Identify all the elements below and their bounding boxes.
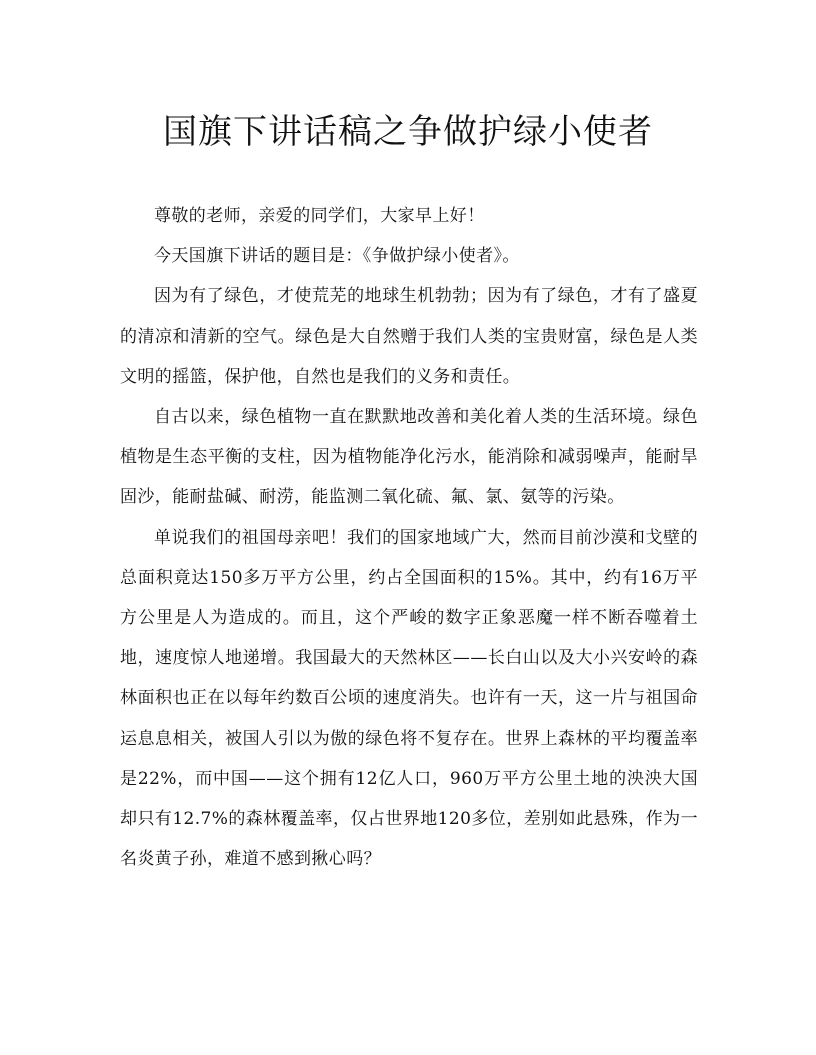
document-title: 国旗下讲话稿之争做护绿小使者 (163, 112, 653, 152)
paragraph-plant-functions: 自古以来，绿色植物一直在默默地改善和美化着人类的生活环境。绿色植物是生态平衡的支柱，因为植物能净化污水，能消除和减弱噪声，能耐旱固沙，能耐盐碱、耐涝，能监测二氧化硫、氟、氯、氨等的污染。 (120, 407, 698, 508)
paragraph-green-importance: 因为有了绿色，才使荒芜的地球生机勃勃；因为有了绿色，才有了盛夏的清凉和清新的空气。绿色是大自然赠于我们人类的宝贵财富，绿色是人类文明的摇篮，保护他，自然也是我们的义务和责任。 (120, 286, 698, 387)
document-body (120, 196, 698, 879)
paragraph-greeting: 尊敬的老师，亲爱的同学们，大家早上好！ (154, 206, 485, 226)
paragraph-topic: 今天国旗下讲话的题目是：《争做护绿小使者》。 (154, 246, 520, 267)
paragraph-china-desertification: 单说我们的祖国母亲吧！我们的国家地域广大，然而目前沙漠和戈壁的总面积竟达150多万平方公里，约占全国面积的15%。其中，约有16万平方公里是人为造成的。而且，这个严峻的数字正象恶魔一样不断吞噬着土地，速度惊人地递增。我国最大的天然林区——长白山以及大小兴安岭的森林面积也正在以每年约数百公顷的速度消失。也许有一天，这一片与祖国命运息息相关，被国人引以为傲的绿色将不复存在。世界上森林的平均覆盖率是22%，而中国——这个拥有12亿人口，960万平方公里土地的泱泱大国却只有12.7%的森林覆盖率，仅占世界地120多位，差别如此悬殊，作为一名炎黄子孙，难道不感到揪心吗？ (120, 527, 698, 870)
